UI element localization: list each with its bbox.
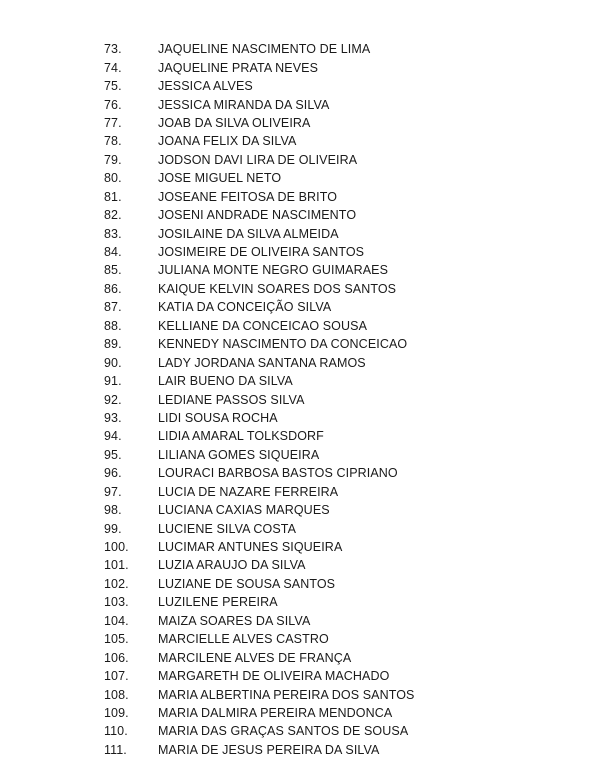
- list-item-name: LEDIANE PASSOS SILVA: [158, 392, 305, 407]
- list-item-name: LUZILENE PEREIRA: [158, 595, 278, 610]
- list-item-name: JOAB DA SILVA OLIVEIRA: [158, 115, 311, 130]
- list-item: [104, 280, 415, 298]
- list-item-number: 83.: [104, 226, 122, 241]
- list-item-number: 87.: [104, 300, 122, 315]
- list-item-number: 91.: [104, 374, 122, 389]
- list-item-name: MARIA ALBERTINA PEREIRA DOS SANTOS: [158, 687, 415, 702]
- list-item: [104, 40, 415, 58]
- list-item-number: 95.: [104, 447, 122, 462]
- list-item-name: JOSIMEIRE DE OLIVEIRA SANTOS: [158, 245, 365, 260]
- list-item: [104, 335, 415, 353]
- list-item-name: LUCIA DE NAZARE FERREIRA: [158, 484, 339, 499]
- list-item: [104, 446, 415, 464]
- list-item-name: LILIANA GOMES SIQUEIRA: [158, 447, 320, 462]
- list-item: [104, 77, 415, 95]
- list-item: [104, 409, 415, 427]
- list-item-number: 104.: [104, 613, 129, 628]
- list-item-name: KELLIANE DA CONCEICAO SOUSA: [158, 318, 368, 333]
- list-item-number: 94.: [104, 429, 122, 444]
- list-item: [104, 95, 415, 113]
- list-item-number: 75.: [104, 79, 122, 94]
- list-item-number: 109.: [104, 705, 129, 720]
- list-item: [104, 188, 415, 206]
- list-item-number: 98.: [104, 503, 122, 518]
- list-item-name: LADY JORDANA SANTANA RAMOS: [158, 355, 366, 370]
- list-item: [104, 243, 415, 261]
- list-item-number: 101.: [104, 558, 129, 573]
- list-item-name: LIDI SOUSA ROCHA: [158, 410, 278, 425]
- list-item-name: LUCIANA CAXIAS MARQUES: [158, 503, 330, 518]
- list-item: [104, 224, 415, 242]
- list-item: [104, 612, 415, 630]
- list-item-name: KENNEDY NASCIMENTO DA CONCEICAO: [158, 337, 408, 352]
- list-item-number: 85.: [104, 263, 122, 278]
- list-item-name: JODSON DAVI LIRA DE OLIVEIRA: [158, 152, 358, 167]
- list-item-name: JESSICA MIRANDA DA SILVA: [158, 97, 330, 112]
- list-item: [104, 169, 415, 187]
- list-item-number: 77.: [104, 115, 122, 130]
- list-item-name: KATIA DA CONCEIÇÃO SILVA: [158, 300, 332, 315]
- list-item: [104, 427, 415, 445]
- list-item-number: 86.: [104, 281, 122, 296]
- list-item-name: MARIA DE JESUS PEREIRA DA SILVA: [158, 742, 380, 757]
- list-item: [104, 58, 415, 76]
- list-item-name: JOSEANE FEITOSA DE BRITO: [158, 189, 338, 204]
- list-item-number: 99.: [104, 521, 122, 536]
- list-item-name: JOSENI ANDRADE NASCIMENTO: [158, 208, 357, 223]
- list-item-number: 88.: [104, 318, 122, 333]
- list-item-number: 79.: [104, 152, 122, 167]
- list-item: [104, 114, 415, 132]
- list-item-number: 97.: [104, 484, 122, 499]
- list-item-name: LUZIA ARAUJO DA SILVA: [158, 558, 306, 573]
- list-item-name: MARIA DAS GRAÇAS SANTOS DE SOUSA: [158, 724, 409, 739]
- list-item-number: 73.: [104, 42, 122, 57]
- list-item-number: 100.: [104, 540, 129, 555]
- list-item: [104, 372, 415, 390]
- list-item-number: 84.: [104, 245, 122, 260]
- list-item-number: 74.: [104, 60, 122, 75]
- list-item-number: 76.: [104, 97, 122, 112]
- list-item-name: MARCIELLE ALVES CASTRO: [158, 632, 329, 647]
- list-item-number: 103.: [104, 595, 129, 610]
- list-item-name: JAQUELINE PRATA NEVES: [158, 60, 319, 75]
- list-item-name: LUZIANE DE SOUSA SANTOS: [158, 576, 336, 591]
- list-item-name: LUCIENE SILVA COSTA: [158, 521, 297, 536]
- list-item-number: 111.: [104, 742, 127, 757]
- list-item: [104, 501, 415, 519]
- list-item-number: 80.: [104, 171, 122, 186]
- list-item: [104, 132, 415, 150]
- list-item: [104, 556, 415, 574]
- list-item: [104, 353, 415, 371]
- numbered-name-list: [104, 40, 415, 759]
- list-item: [104, 519, 415, 537]
- list-item-name: JESSICA ALVES: [158, 79, 253, 94]
- list-item: [104, 648, 415, 666]
- list-item-name: MARGARETH DE OLIVEIRA MACHADO: [158, 669, 390, 684]
- list-item-name: KAIQUE KELVIN SOARES DOS SANTOS: [158, 281, 397, 296]
- list-item-number: 90.: [104, 355, 122, 370]
- list-item: [104, 685, 415, 703]
- list-item-number: 102.: [104, 576, 129, 591]
- list-item-number: 105.: [104, 632, 129, 647]
- list-item-number: 82.: [104, 208, 122, 223]
- list-item: [104, 151, 415, 169]
- list-item: [104, 298, 415, 316]
- list-item-name: LOURACI BARBOSA BASTOS CIPRIANO: [158, 466, 398, 481]
- list-item: [104, 261, 415, 279]
- list-item: [104, 741, 415, 759]
- list-item-name: JOANA FELIX DA SILVA: [158, 134, 297, 149]
- list-item-number: 106.: [104, 650, 129, 665]
- list-item-name: LAIR BUENO DA SILVA: [158, 374, 293, 389]
- list-item-name: JAQUELINE NASCIMENTO DE LIMA: [158, 42, 371, 57]
- list-item: [104, 538, 415, 556]
- list-item-number: 92.: [104, 392, 122, 407]
- list-item: [104, 593, 415, 611]
- list-item-number: 96.: [104, 466, 122, 481]
- list-item-name: MARIA DALMIRA PEREIRA MENDONCA: [158, 705, 393, 720]
- list-item: [104, 483, 415, 501]
- list-item: [104, 630, 415, 648]
- list-item-number: 81.: [104, 189, 122, 204]
- list-item: [104, 317, 415, 335]
- list-item-name: JULIANA MONTE NEGRO GUIMARAES: [158, 263, 389, 278]
- list-item: [104, 722, 415, 740]
- list-item: [104, 390, 415, 408]
- list-item-name: LUCIMAR ANTUNES SIQUEIRA: [158, 540, 343, 555]
- list-item-number: 107.: [104, 669, 129, 684]
- list-item: [104, 704, 415, 722]
- list-item-name: LIDIA AMARAL TOLKSDORF: [158, 429, 324, 444]
- list-item-number: 78.: [104, 134, 122, 149]
- list-item-number: 110.: [104, 724, 128, 739]
- list-item-number: 93.: [104, 410, 122, 425]
- list-item-number: 108.: [104, 687, 129, 702]
- list-item-number: 89.: [104, 337, 122, 352]
- list-item-name: MARCILENE ALVES DE FRANÇA: [158, 650, 352, 665]
- list-item-name: JOSILAINE DA SILVA ALMEIDA: [158, 226, 339, 241]
- list-item: [104, 667, 415, 685]
- list-item: [104, 206, 415, 224]
- list-item: [104, 464, 415, 482]
- list-item-name: JOSE MIGUEL NETO: [158, 171, 282, 186]
- list-item: [104, 575, 415, 593]
- list-item-name: MAIZA SOARES DA SILVA: [158, 613, 311, 628]
